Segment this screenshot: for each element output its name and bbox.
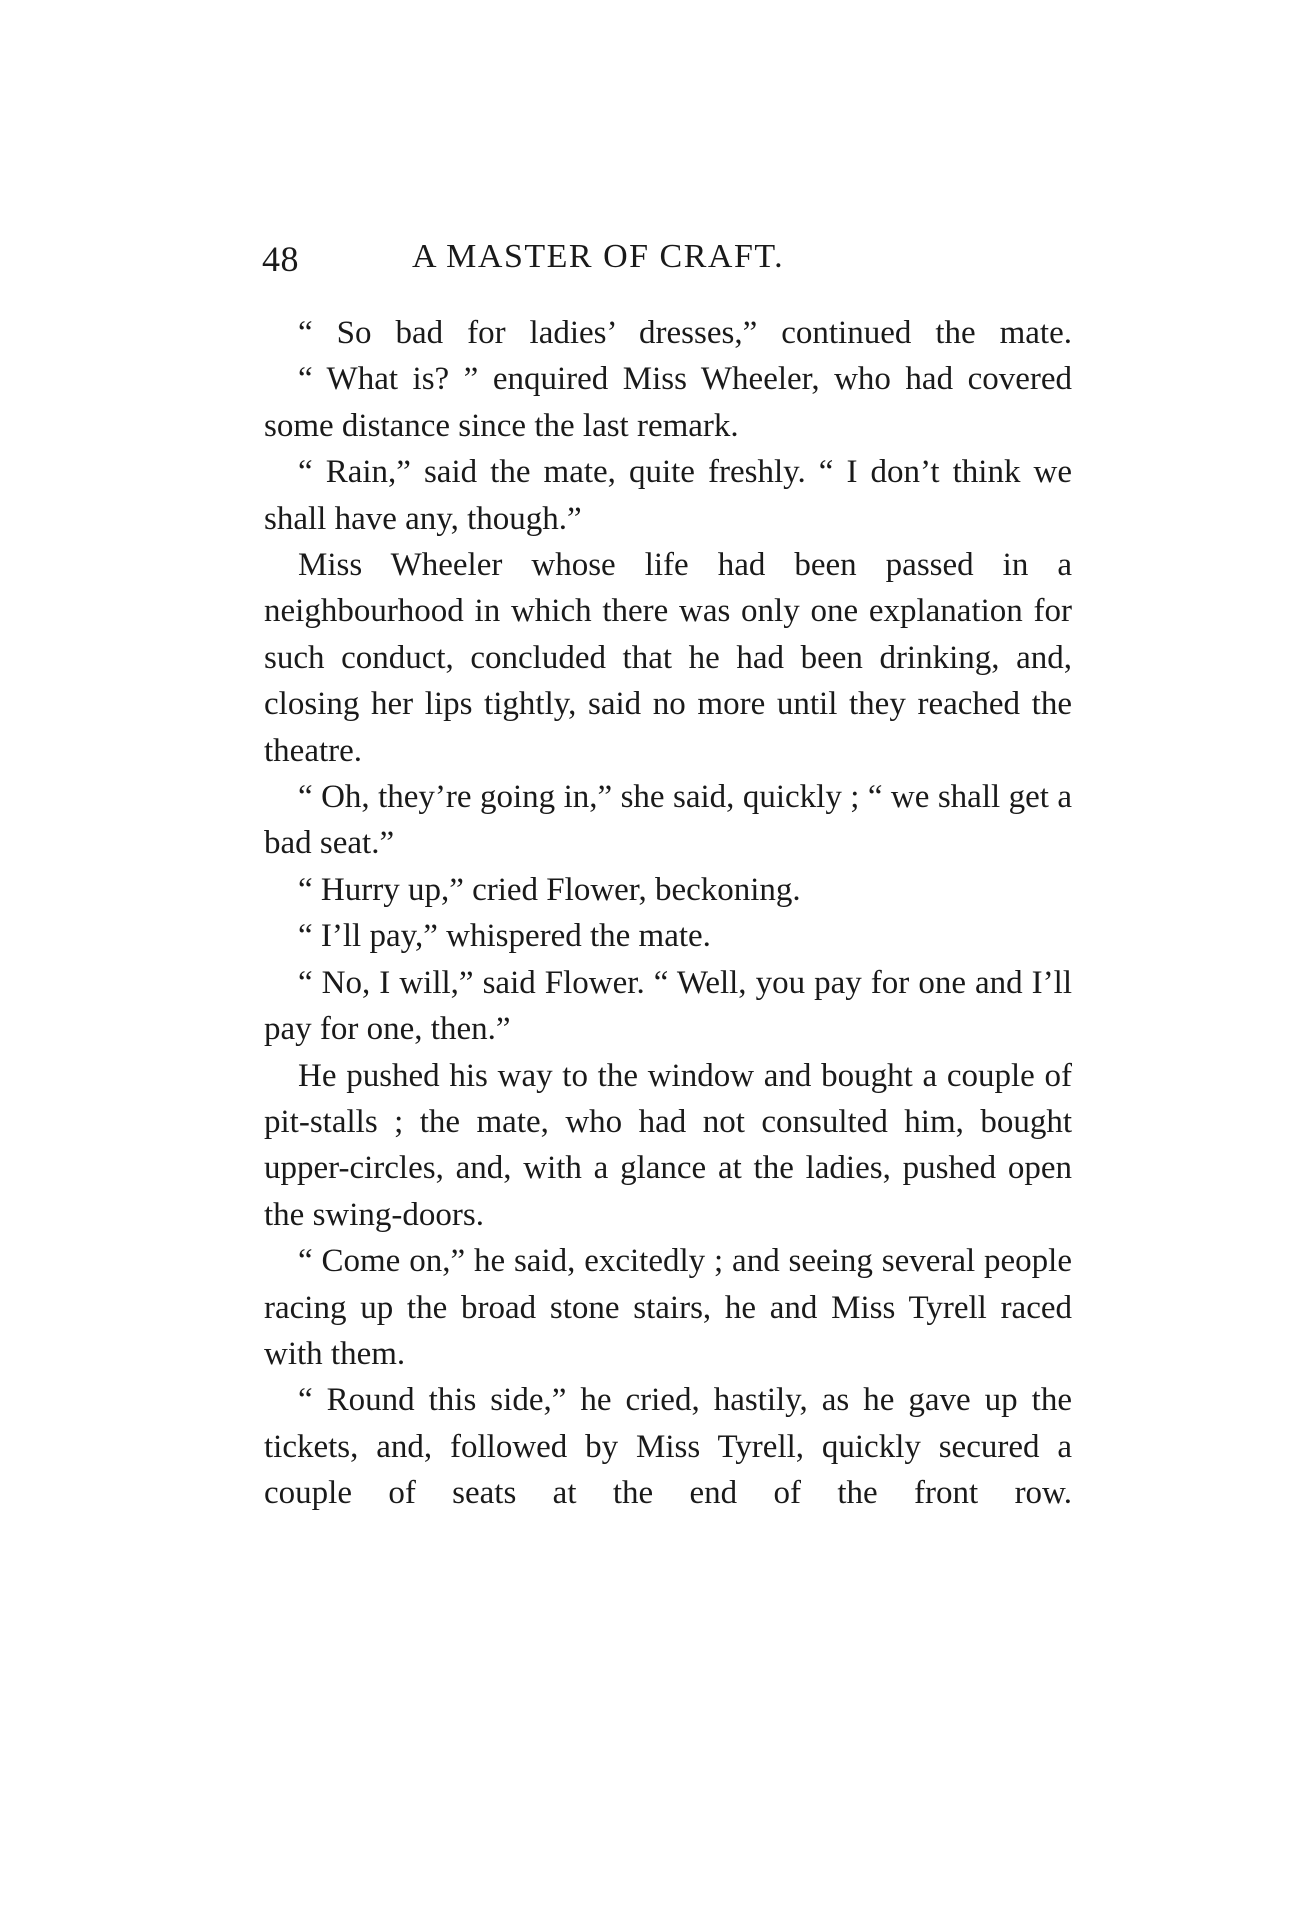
paragraph: “ What is? ” enquired Miss Wheeler, who had covered some distance since the last remark. (264, 361, 1072, 444)
paragraph: “ Hurry up,” cried Flower, beckoning. (298, 871, 801, 908)
paragraph: “ Round this side,” he cried, hastily, as he gave up the tickets, and, followed by Miss Tyrell, quickly secured a couple of seats at the end of the front row. (264, 1382, 1072, 1512)
paragraph: “ No, I will,” said Flower. “ Well, you pay for one and I’ll pay for one, then.” (264, 964, 1072, 1048)
paragraph: “ Rain,” said the mate, quite freshly. “ I don’t think we shall have any, though.” (264, 454, 1072, 537)
running-title: A MASTER OF CRAFT. (412, 238, 785, 275)
paragraph: He pushed his way to the window and bought a couple of pit-stalls ; the mate, who had not consulted him, bought upper-circles, and, with a glance at the ladies, pushed open the swing-doors. (264, 1057, 1072, 1233)
body-text (264, 310, 1072, 1517)
paragraph: “ So bad for ladies’ dresses,” continued the mate. (298, 315, 1072, 351)
paragraph: “ Oh, they’re going in,” she said, quickly ; “ we shall get a bad seat.” (264, 779, 1072, 862)
paragraph: “ I’ll pay,” whispered the mate. (298, 918, 711, 955)
page-header (262, 238, 1072, 284)
paragraph: “ Come on,” he said, excitedly ; and seeing several people racing up the broad stone stairs, he and Miss Tyrell raced with them. (264, 1243, 1072, 1372)
page-number: 48 (262, 239, 299, 279)
paragraph: Miss Wheeler whose life had been passed in a neighbourhood in which there was only one explanation for such conduct, concluded that he had been drinking, and, closing her lips tightly, said no more until they reached the theatre. (264, 547, 1072, 769)
